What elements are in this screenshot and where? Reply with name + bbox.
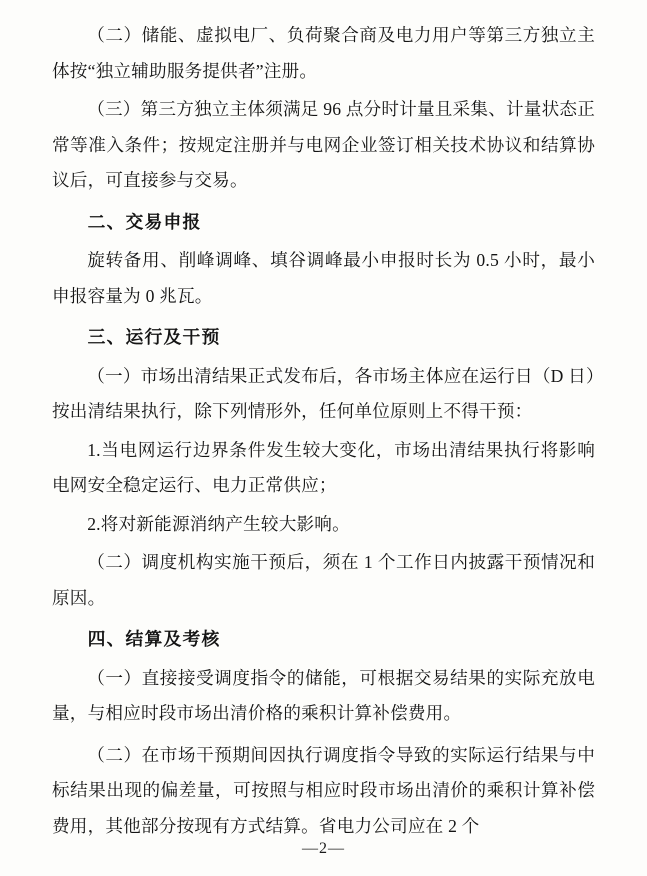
paragraph-operation-item-2: 2.将对新能源消纳产生较大影响。	[87, 513, 350, 534]
section-heading-settlement-assessment: 四、结算及考核	[87, 629, 221, 649]
paragraph-settlement-clause-2: （二）在市场干预期间因执行调度指令导致的实际运行结果与中标结果出现的偏差量，可按照与相应时段市场出清价的乘积计算补偿费用，其他部分按现有方式结算。省电力公司应在 2 个	[52, 744, 595, 836]
paragraph-operation-clause-1: （一）市场出清结果正式发布后，各市场主体应在运行日（D 日）按出清结果执行，除下列情形外，任何单位原则上不得干预：	[52, 365, 595, 421]
page-footer	[0, 840, 647, 858]
paragraph-operation-clause-2: （二）调度机构实施干预后，须在 1 个工作日内披露干预情况和原因。	[52, 552, 595, 608]
document-body	[52, 18, 595, 844]
paragraph-settlement-clause-1: （一）直接接受调度指令的储能，可根据交易结果的实际充放电量，与相应时段市场出清价格的乘积计算补偿费用。	[52, 667, 595, 723]
page-number: —2—	[302, 840, 345, 857]
paragraph-declaration-duration: 旋转备用、削峰调峰、填谷调峰最小申报时长为 0.5 小时，最小申报容量为 0 兆瓦。	[52, 250, 595, 306]
section-heading-trading-declaration: 二、交易申报	[87, 211, 202, 232]
paragraph-clause-3: （三）第三方独立主体须满足 96 点分时计量且采集、计量状态正常等准入条件；按规定注册并与电网企业签订相关技术协议和结算协议后，可直接参与交易。	[52, 99, 595, 190]
paragraph-operation-item-1: 1.当电网运行边界条件发生较大变化，市场出清结果执行将影响电网安全稳定运行、电力正常供应；	[52, 439, 595, 495]
section-heading-operation-intervention: 三、运行及干预	[87, 327, 221, 347]
paragraph-clause-2: （二）储能、虚拟电厂、负荷聚合商及电力用户等第三方独立主体按“独立辅助服务提供者”注册。	[52, 25, 595, 81]
